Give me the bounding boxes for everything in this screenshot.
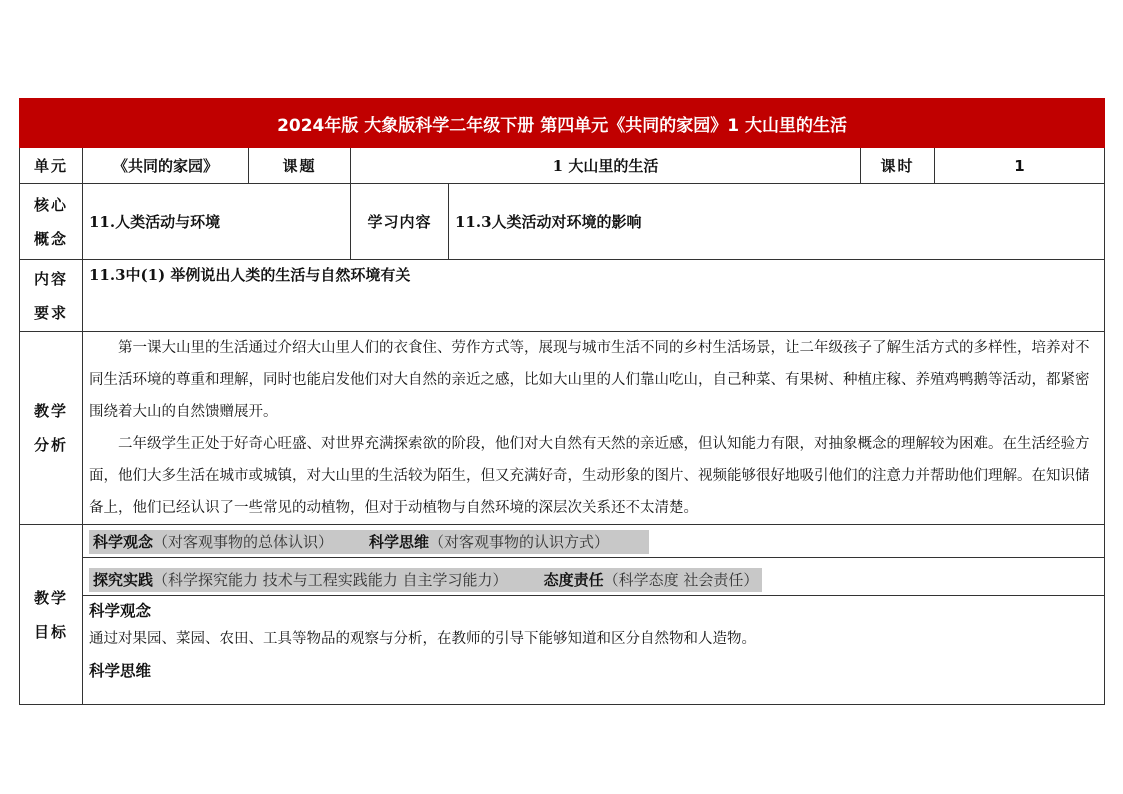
- analysis-content: [83, 332, 1105, 525]
- lesson-plan-document: [19, 98, 1104, 705]
- learning-content-value: 11.3人类活动对环境的影响: [449, 184, 1105, 260]
- goals-row: [20, 525, 1105, 705]
- content-requirement-label: 内容要求: [20, 260, 83, 332]
- analysis-label: 教学分析: [20, 332, 83, 525]
- unit-row: [20, 148, 1105, 184]
- goal-category-highlight-1: [89, 530, 649, 554]
- practice-category-desc: （科学探究能力 技术与工程实践能力 自主学习能力）: [153, 571, 508, 589]
- content-requirement-value: 11.3中(1) 举例说出人类的生活与自然环境有关: [83, 260, 1105, 332]
- content-requirement-row: [20, 260, 1105, 332]
- lesson-plan-table: [19, 98, 1105, 705]
- practice-category-title: 探究实践: [93, 571, 154, 589]
- document-title: 2024年版 大象版科学二年级下册 第四单元《共同的家园》1 大山里的生活: [20, 99, 1105, 148]
- core-concept-value: 11.人类活动与环境: [83, 184, 351, 260]
- lesson-value: 1 大山里的生活: [351, 148, 861, 184]
- analysis-paragraph-1: 第一课大山里的生活通过介绍大山里人们的衣食住、劳作方式等，展现与城市生活不同的乡村生活场景，让二年级孩子了解生活方式的多样性，培养对不同生活环境的尊重和理解，同时也能启发他们对大自然的亲近之感，比如大山里的人们靠山吃山，自己种菜、有果树、种植庄稼、养殖鸡鸭鹅等活动，都紧密围绕着大山的自然馈赠展开。: [89, 340, 1090, 420]
- core-concept-label: 核心概念: [20, 184, 83, 260]
- science-concept-text: 通过对果园、菜园、农田、工具等物品的观察与分析，在教师的引导下能够知道和区分自然物和人造物。: [89, 631, 756, 647]
- science-thinking-heading: 科学思维: [89, 662, 152, 680]
- attitude-category-desc: （科学态度 社会责任）: [603, 571, 759, 589]
- concept-category-title: 科学观念: [93, 533, 154, 551]
- thinking-category-desc: （对客观事物的认识方式）: [429, 533, 610, 551]
- lesson-label: 课题: [249, 148, 351, 184]
- analysis-row: [20, 332, 1105, 525]
- concept-category-desc: （对客观事物的总体认识）: [153, 533, 334, 551]
- goal-category-bar-2: [83, 558, 1104, 596]
- title-row: [20, 99, 1105, 148]
- goals-label: 教学目标: [20, 525, 83, 705]
- analysis-paragraph-2: 二年级学生正处于好奇心旺盛、对世界充满探索欲的阶段，他们对大自然有天然的亲近感，但认知能力有限，对抽象概念的理解较为困难。在生活经验方面，他们大多生活在城市或城镇，对大山里的生活较为陌生，但又充满好奇，生动形象的图片、视频能够很好地吸引他们的注意力并帮助他们理解。在知识储备上，他们已经认识了一些常见的动植物，但对于动植物与自然环境的深层次关系还不太清楚。: [89, 436, 1090, 516]
- core-concept-row: [20, 184, 1105, 260]
- period-value: 1: [935, 148, 1105, 184]
- science-concept-heading: 科学观念: [89, 602, 152, 620]
- goals-content: [83, 525, 1105, 705]
- goal-category-bar-1: [83, 527, 1104, 558]
- goal-category-highlight-2: [89, 568, 762, 592]
- unit-value: 《共同的家园》: [83, 148, 249, 184]
- unit-label: 单元: [20, 148, 83, 184]
- period-label: 课时: [861, 148, 935, 184]
- thinking-category-title: 科学思维: [369, 533, 430, 551]
- learning-content-label: 学习内容: [351, 184, 449, 260]
- attitude-category-title: 态度责任: [543, 571, 604, 589]
